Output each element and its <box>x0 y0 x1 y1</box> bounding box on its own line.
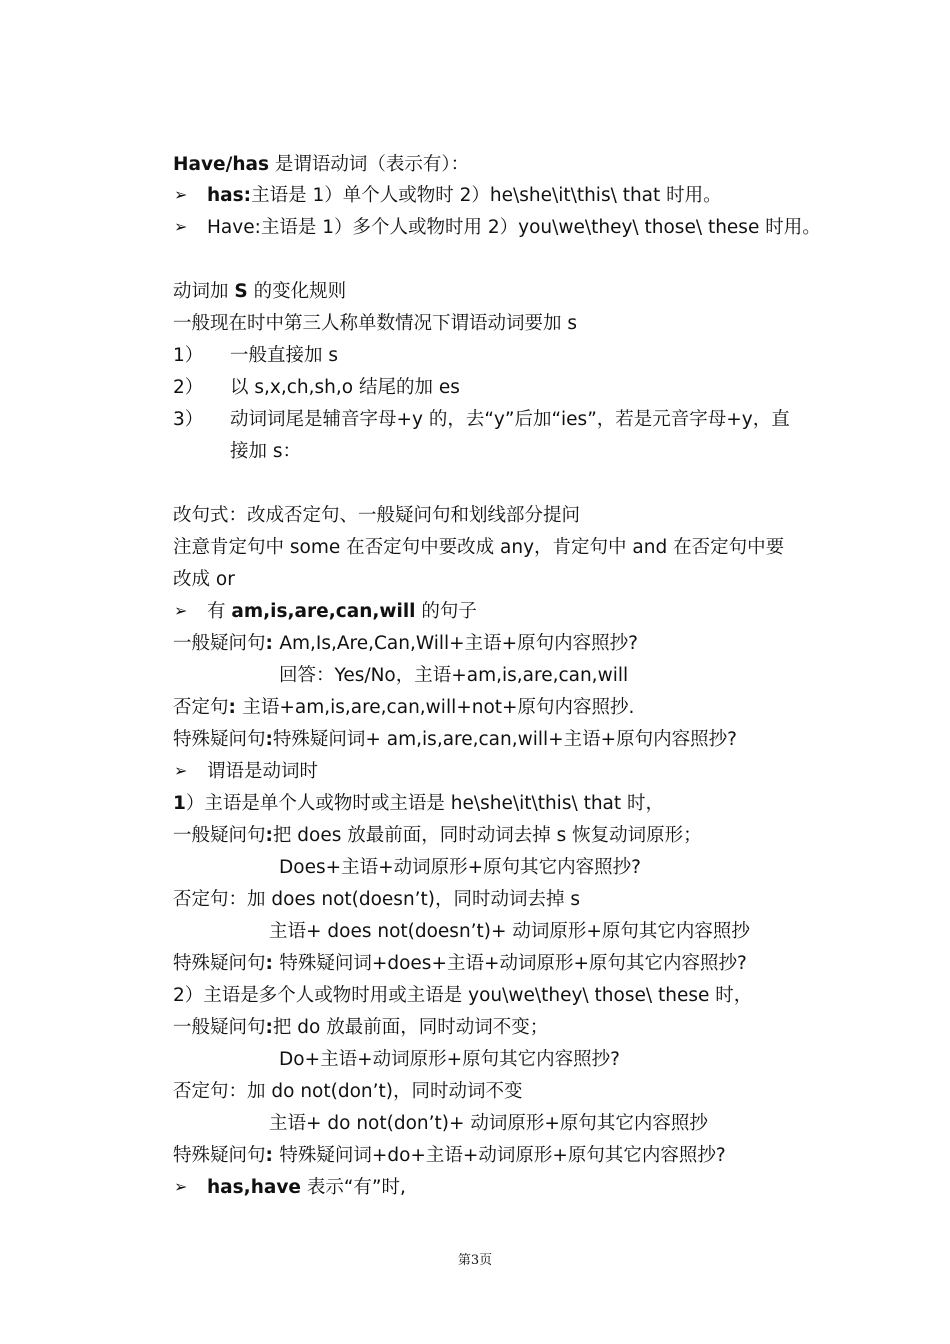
singular-general-question <box>173 824 702 848</box>
rule-number: 1） <box>173 345 204 366</box>
has-text: 主语是 1）单个人或物时 2）he\she\it\this\ that 时用。 <box>251 185 722 206</box>
singular-negative-formula: 主语+ does not(doesn’t)+ 动词原形+原句其它内容照抄 <box>269 921 750 942</box>
colon: : <box>228 697 243 718</box>
singular-negative: 否定句：加 does not(doesn’t)，同时动词去掉 s <box>173 889 581 910</box>
singular-subject <box>173 792 664 816</box>
has-have-heading <box>207 1176 406 1200</box>
have-label: Have: <box>207 217 261 238</box>
rule-text: 以 s,x,ch,sh,o 结尾的加 es <box>230 377 460 398</box>
singular-special-question <box>173 952 747 976</box>
rule-number: 3） <box>173 409 204 430</box>
have-has-heading <box>173 153 469 177</box>
colon: : <box>265 1017 273 1038</box>
formula: 特殊疑问词+does+主语+动词原形+原句其它内容照抄? <box>279 953 747 974</box>
rule-number: 2） <box>173 377 204 398</box>
aux-special-question <box>173 728 737 752</box>
heading-bold: Have/has <box>173 154 269 175</box>
transform-note: 注意肯定句中 some 在否定句中要改成 any，肯定句中 and 在否定句中要 <box>173 537 785 558</box>
colon: : <box>265 633 280 654</box>
page-number: 第3页 <box>457 1253 493 1268</box>
num: 1 <box>173 793 186 814</box>
has-label: has: <box>207 185 252 206</box>
singular-question-formula: Does+主语+动词原形+原句其它内容照抄? <box>279 857 641 878</box>
plural-negative-formula: 主语+ do not(don’t)+ 动词原形+原句其它内容照抄 <box>269 1113 708 1134</box>
label: 特殊疑问句 <box>173 953 266 974</box>
label: 特殊疑问句 <box>173 1145 266 1166</box>
verb-predicate-heading: 谓语是动词时 <box>207 761 319 782</box>
bullet-arrow-icon: ➢ <box>174 1177 188 1196</box>
label: 一般疑问句 <box>173 633 266 654</box>
aux-verb-heading <box>207 600 477 624</box>
verb-s-heading-c: 的变化规则 <box>247 281 347 302</box>
label: 特殊疑问句 <box>173 729 266 750</box>
rule-text: 一般直接加 s <box>230 345 339 366</box>
has-rule <box>207 184 722 208</box>
bullet-arrow-icon: ➢ <box>174 601 188 620</box>
colon: : <box>265 1145 280 1166</box>
aux-verb-c: 的句子 <box>415 601 477 622</box>
formula: 特殊疑问词+ am,is,are,can,will+主语+原句内容照抄? <box>272 729 737 750</box>
aux-verb-a: 有 <box>207 601 232 622</box>
verb-s-heading-b: S <box>234 281 248 302</box>
plural-special-question <box>173 1144 726 1168</box>
heading-rest: 是谓语动词（表示有）： <box>269 154 470 175</box>
text: ）主语是单个人或物时或主语是 he\she\it\this\ that 时， <box>185 793 665 814</box>
have-text: 主语是 1）多个人或物时用 2）you\we\they\ those\ these 时用。 <box>260 217 821 238</box>
verb-s-heading-a: 动词加 <box>173 281 235 302</box>
aux-negative <box>173 696 634 720</box>
aux-verb-b: am,is,are,can,will <box>231 601 416 622</box>
formula: 特殊疑问词+do+主语+动词原形+原句其它内容照抄? <box>279 1145 726 1166</box>
formula: 主语+am,is,are,can,will+not+原句内容照抄. <box>242 697 635 718</box>
aux-answer: 回答：Yes/No，主语+am,is,are,can,will <box>279 665 629 686</box>
rule-text: 动词词尾是辅音字母+y 的，去“y”后加“ies”，若是元音字母+y，直 <box>230 409 790 430</box>
plural-question-formula: Do+主语+动词原形+原句其它内容照抄? <box>279 1049 620 1070</box>
label: 否定句 <box>173 697 229 718</box>
verb-s-heading <box>173 280 346 304</box>
bullet-arrow-icon: ➢ <box>174 761 188 780</box>
plural-general-question <box>173 1016 548 1040</box>
text: 把 does 放最前面，同时动词去掉 s 恢复动词原形； <box>272 825 702 846</box>
plural-negative: 否定句：加 do not(don’t)，同时动词不变 <box>173 1081 523 1102</box>
label: 一般疑问句 <box>173 1017 266 1038</box>
label: 一般疑问句 <box>173 825 266 846</box>
transform-heading: 改句式：改成否定句、一般疑问句和划线部分提问 <box>173 505 581 526</box>
have-rule <box>207 216 821 240</box>
rule-text-cont: 接加 s： <box>230 441 302 462</box>
bullet-arrow-icon: ➢ <box>174 217 188 236</box>
colon: : <box>265 953 280 974</box>
bold: has,have <box>207 1177 301 1198</box>
transform-note-cont: 改成 or <box>173 569 235 590</box>
plural-subject: 2）主语是多个人或物时用或主语是 you\we\they\ those\ these 时， <box>173 985 753 1006</box>
colon: : <box>265 825 273 846</box>
rest: 表示“有”时, <box>300 1177 406 1198</box>
text: 把 do 放最前面，同时动词不变； <box>272 1017 549 1038</box>
verb-s-desc: 一般现在时中第三人称单数情况下谓语动词要加 s <box>173 313 578 334</box>
colon: : <box>265 729 273 750</box>
bullet-arrow-icon: ➢ <box>174 185 188 204</box>
aux-general-question <box>173 632 638 656</box>
formula: Am,Is,Are,Can,Will+主语+原句内容照抄? <box>279 633 638 654</box>
